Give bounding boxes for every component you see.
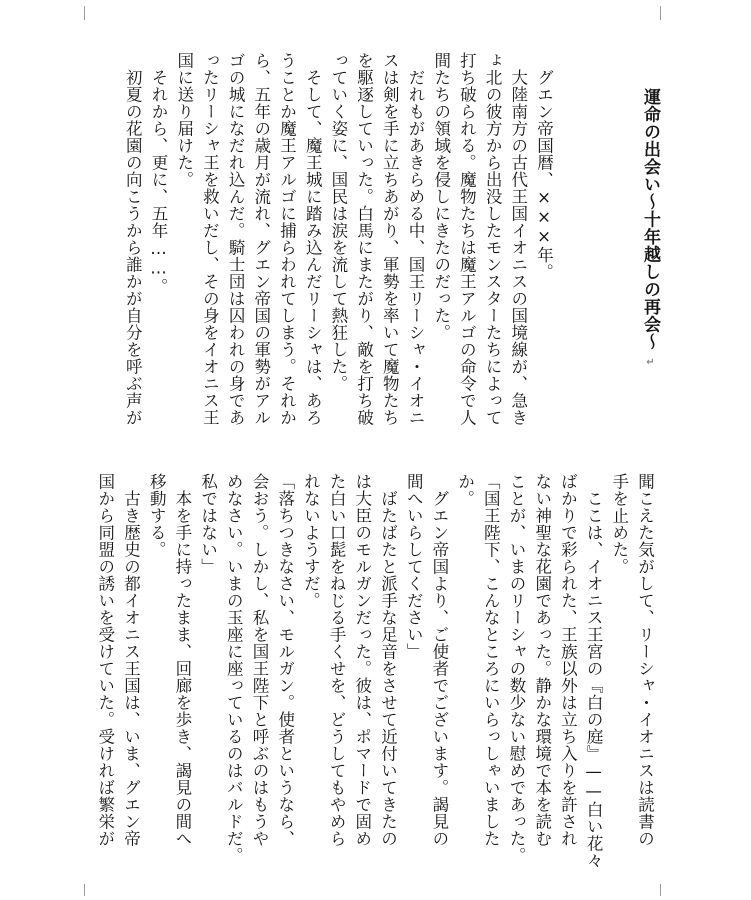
crop-mark-bottom-right	[660, 884, 661, 896]
crop-mark-top-right	[660, 6, 661, 20]
text-line	[407, 69, 424, 426]
text-line-content: 本を手に持ったまま、回廊を歩き、謁見の間へ	[172, 490, 192, 847]
text-line	[225, 473, 242, 864]
text-line-content: ばかりで彩られた、王族以外は立ち入りを許され	[558, 473, 578, 847]
text-line-content: 初夏の花園の向こうから誰かが自分を呼ぶ声が	[123, 69, 143, 426]
text-line	[304, 69, 321, 426]
text-line	[252, 52, 269, 426]
text-line	[276, 473, 293, 847]
text-line	[302, 473, 319, 609]
paragraph-mark-icon: ↵	[645, 356, 656, 368]
text-line	[430, 490, 447, 847]
text-line	[173, 490, 190, 847]
crop-mark-bottom-left	[84, 884, 85, 896]
text-line-content: それから、更に、五年……。	[149, 69, 168, 295]
title-text: 運命の出会い～十年越しの再会～	[640, 88, 660, 351]
text-line-content: ばたばたと派手な足音をさせて近付いてきたの	[378, 490, 398, 847]
text-line-content: ない神聖な花園であった。静かな環境で本を読む	[532, 473, 552, 847]
text-line-content: 「落ちつきなさい、モルガン。使者というなら、	[275, 473, 295, 847]
text-line	[508, 473, 525, 864]
text-line-content: 打ち破られる。魔物たちは魔王アルゴの命令で人	[457, 52, 477, 426]
text-line-content: 古き歴史の都イオニス王国は、いま、グエン帝	[121, 490, 141, 847]
text-line-content: グエン帝国暦、×××年。	[534, 69, 554, 281]
text-line-content: 間へいらしてください」	[404, 473, 424, 660]
text-line-content: 手を止めた。	[609, 473, 629, 575]
text-line	[509, 69, 526, 426]
text-line-content: 私ではない」	[198, 473, 218, 575]
text-line-content: れないようすだ。	[301, 473, 321, 609]
text-line	[175, 52, 192, 188]
text-line	[122, 490, 139, 847]
text-line	[150, 69, 167, 295]
text-line-content: ょ北の彼方から出没したモンスターたちによって	[483, 52, 503, 426]
text-line	[328, 473, 345, 847]
text-line-content: そして、魔王城に踏み込んだリーシャは、あろ	[303, 69, 323, 426]
text-line-content: うことか魔王アルゴに捕らわれてしまう。それか	[277, 52, 297, 426]
text-line	[432, 52, 449, 341]
text-line-content: 聞こえた気がして、リーシャ・イオニスは読書の	[635, 473, 655, 847]
text-line-content: っていく姿に、国民は涙を流して熱狂した。	[328, 52, 348, 392]
text-line	[124, 69, 141, 426]
text-line-content: ら、五年の歳月が流れ、グエン帝国の軍勢がアル	[251, 52, 271, 426]
text-line-content: ここは、イオニス王宮の『白の庭』——白い花々	[584, 490, 604, 869]
text-line-content: グエン帝国より、ご使者でございます。謁見の	[429, 490, 449, 847]
text-line-content: 間たちの領域を侵しにきたのだった。	[431, 52, 451, 341]
text-line-content: だれもがあきらめる中、国王リーシャ・イオニ	[406, 69, 425, 426]
document-title	[641, 88, 658, 368]
text-line	[201, 52, 218, 426]
text-line-content: を駆逐していった。白馬にまたがり、敵を打ち破	[354, 52, 374, 426]
text-line	[96, 473, 113, 847]
text-line	[355, 52, 372, 426]
text-line-content: か。	[455, 473, 475, 507]
text-line-content: ことが、いまのリーシャの数少ない慰めであった。	[507, 473, 526, 864]
text-line	[559, 473, 576, 847]
text-line	[636, 473, 653, 847]
text-line-content: 大陸南方の古代王国イオニスの国境線が、急き	[508, 69, 528, 426]
text-line-content: めなさい。いまの玉座に座っているのはバルドだ。	[224, 473, 244, 864]
text-line-content: 国に送り届けた。	[174, 52, 194, 188]
text-line	[610, 473, 627, 575]
text-line	[278, 52, 295, 426]
text-line	[227, 52, 244, 426]
crop-mark-top-left	[84, 6, 85, 20]
text-line	[535, 69, 552, 281]
text-line-content: た白い口髭をねじる手くせを、どうしてもやめら	[327, 473, 347, 847]
text-line-content: スは剣を手に立ちあがり、軍勢を率いて魔物たち	[380, 52, 400, 426]
text-line	[251, 473, 268, 847]
text-line	[585, 490, 602, 869]
text-line	[379, 490, 396, 847]
text-line-content: 会おう。しかし、私を国王陛下と呼ぶのはもうや	[250, 473, 269, 847]
text-line	[456, 473, 473, 507]
text-line-content: 移動する。	[147, 473, 167, 558]
text-line	[199, 473, 216, 575]
text-line	[148, 473, 165, 558]
text-line	[484, 52, 501, 426]
text-line-content: ゴの城になだれ込んだ。騎士団は囚われの身であ	[226, 52, 246, 426]
text-line	[381, 52, 398, 426]
text-line	[482, 473, 499, 847]
text-line	[329, 52, 346, 392]
text-line-content: は大臣のモルガンだった。彼は、ポマードで固め	[352, 473, 372, 847]
text-line	[353, 473, 370, 847]
text-line	[533, 473, 550, 847]
text-line-content: ったリーシャ王を救いだし、その身をイオニス王	[200, 52, 220, 426]
text-line-content: 「国王陛下、こんなところにいらっしゃいました	[481, 473, 501, 847]
text-line	[458, 52, 475, 426]
text-line-content: 国から同盟の誘いを受けていた。受ければ繁栄が	[95, 473, 115, 847]
text-line	[405, 473, 422, 660]
